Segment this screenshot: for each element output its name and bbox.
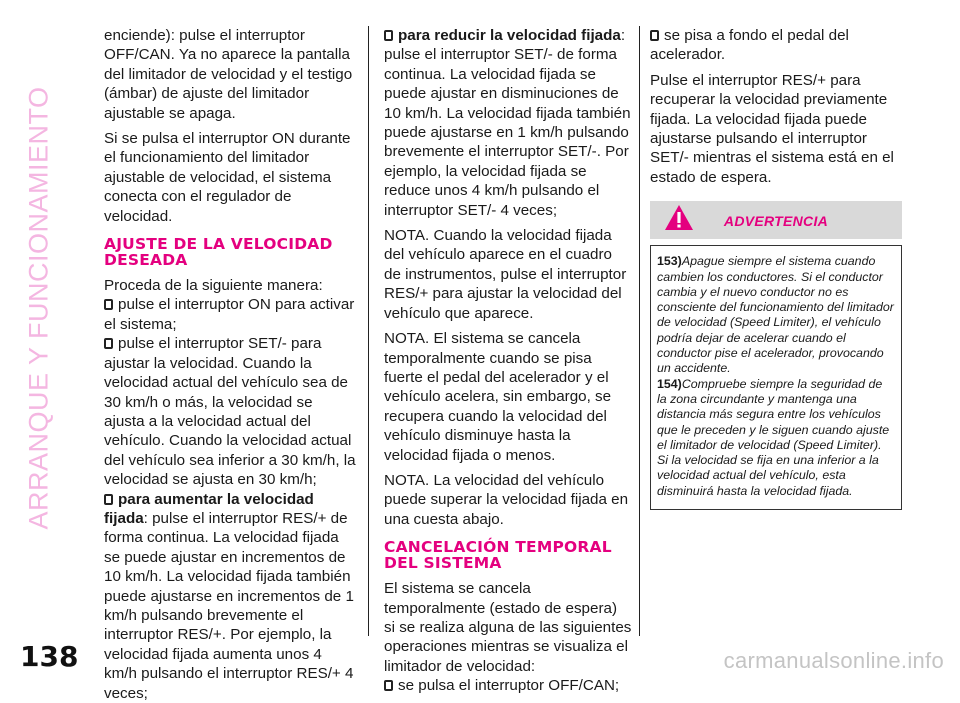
paragraph: Proceda de la siguiente manera:: [104, 277, 323, 295]
list-item: pulse el interruptor SET/- para ajustar la velocidad. Cuando la velocidad actual del vehículo sea de 30 km/h o más, la velocidad se ajusta a la velocidad actual del vehículo. Cuando la velocidad actual del vehículo sea inferior a 30 km/h, la velocidad se ajusta en 30 km/h;: [104, 335, 356, 489]
bullet-box-icon: [104, 338, 113, 349]
section-heading-cancelacion: CANCELACIÓN TEMPORAL DEL SISTEMA: [384, 538, 612, 573]
column-1: [104, 26, 356, 703]
column-2: [384, 26, 632, 696]
list-item-bold-lead: para reducir la velocidad fijada: [398, 27, 621, 44]
section-heading-ajuste: AJUSTE DE LA VELOCIDAD DESEADA: [104, 235, 333, 270]
side-section-title-text: ARRANQUE Y FUNCIONAMIENTO: [23, 86, 54, 530]
list-item: para aumentar la velocidad fijada: pulse el interruptor RES/+ de forma continua. La velocidad fijada se puede ajustar en incrementos de 10 km/h. La velocidad fijada también puede ajustarse en incrementos de 1 km/h pulsando brevemente el interruptor RES/+. Por ejemplo, la velocidad fijada aumenta unos 4 km/h pulsando el interruptor RES/+ 4 veces;: [104, 490, 354, 702]
paragraph: El sistema se cancela temporalmente (estado de espera) si se realiza alguna de las siguientes operaciones mientras se visualiza el limitador de velocidad:: [384, 580, 632, 675]
column-divider-1: [368, 26, 369, 636]
bullet-box-icon: [384, 680, 393, 691]
paragraph: enciende): pulse el interruptor OFF/CAN. Ya no aparece la pantalla del limitador de velocidad y el testigo (ámbar) de ajuste del limitador ajustable se apaga.: [104, 27, 353, 122]
paragraph: Si se pulsa el interruptor ON durante el funcionamiento del limitador ajustable de velocidad, el sistema conecta con el regulador de velocidad.: [104, 130, 351, 225]
list-item-bold-lead: para aumentar la velocidad fijada: [104, 490, 314, 527]
bullet-box-icon: [650, 30, 659, 41]
warning-box: [650, 245, 902, 510]
list-item: se pulsa el interruptor OFF/CAN;: [384, 676, 632, 695]
note-paragraph: NOTA. El sistema se cancela temporalmente cuando se pisa fuerte el pedal del acelerador y el vehículo acelera, sin embargo, se recupera cuando la velocidad del vehículo disminuye hasta la velocidad fijada o menos.: [384, 330, 612, 464]
list-item: para reducir la velocidad fijada: pulse el interruptor SET/- de forma continua. La velocidad fijada se puede ajustar en disminuciones de 10 km/h. La velocidad fijada también puede ajustarse en 1 km/h pulsando brevemente el interruptor SET/-. Por ejemplo, la velocidad fijada se reduce unos 4 km/h pulsando el interruptor SET/- 4 veces;: [384, 27, 631, 219]
bullet-box-icon: [384, 30, 393, 41]
footer-watermark: carmanualsonline.info: [723, 648, 944, 673]
note-paragraph: NOTA. La velocidad del vehículo puede superar la velocidad fijada en una cuesta abajo.: [384, 471, 629, 528]
bullet-box-icon: [104, 299, 113, 310]
note-paragraph: NOTA. Cuando la velocidad fijada del vehículo aparece en el cuadro de instrumentos, pulse el interruptor RES/+ para ajustar la velocidad del vehículo que aparece.: [384, 227, 627, 322]
list-item: pulse el interruptor ON para activar el sistema;: [104, 296, 355, 333]
paragraph: Pulse el interruptor RES/+ para recuperar la velocidad previamente fijada. La velocidad fijada puede ajustarse pulsando el interruptor SET/- mientras el sistema está en el estado de espera.: [650, 71, 894, 186]
bullet-box-icon: [104, 494, 113, 505]
side-section-title: [8, 28, 70, 588]
warning-item: 153)Apague siempre el sistema cuando cambien los conductores. Si el conductor cambia y el nuevo conductor no es consciente del funcionamiento del limitador de velocidad (Speed Limiter), el vehículo podría dejar de acelerar cuando el conductor pise el acelerador, provocando un accidente.: [657, 254, 894, 376]
warning-title: ADVERTENCIA: [723, 213, 829, 230]
column-divider-2: [639, 26, 640, 636]
page-number: 138: [20, 640, 79, 673]
warning-header: [650, 201, 902, 239]
column-3: [650, 26, 902, 510]
warning-item: 154)Compruebe siempre la seguridad de la zona circundante y mantenga una distancia más segura entre los vehículos que le preceden y le siguen cuando ajuste el limitador de velocidad (Speed Limiter). Si la velocidad se fija en una inferior a la velocidad actual del vehículo, esta disminuirá hasta la velocidad fijada.: [657, 376, 890, 498]
list-item: se pisa a fondo el pedal del acelerador.: [650, 27, 849, 64]
